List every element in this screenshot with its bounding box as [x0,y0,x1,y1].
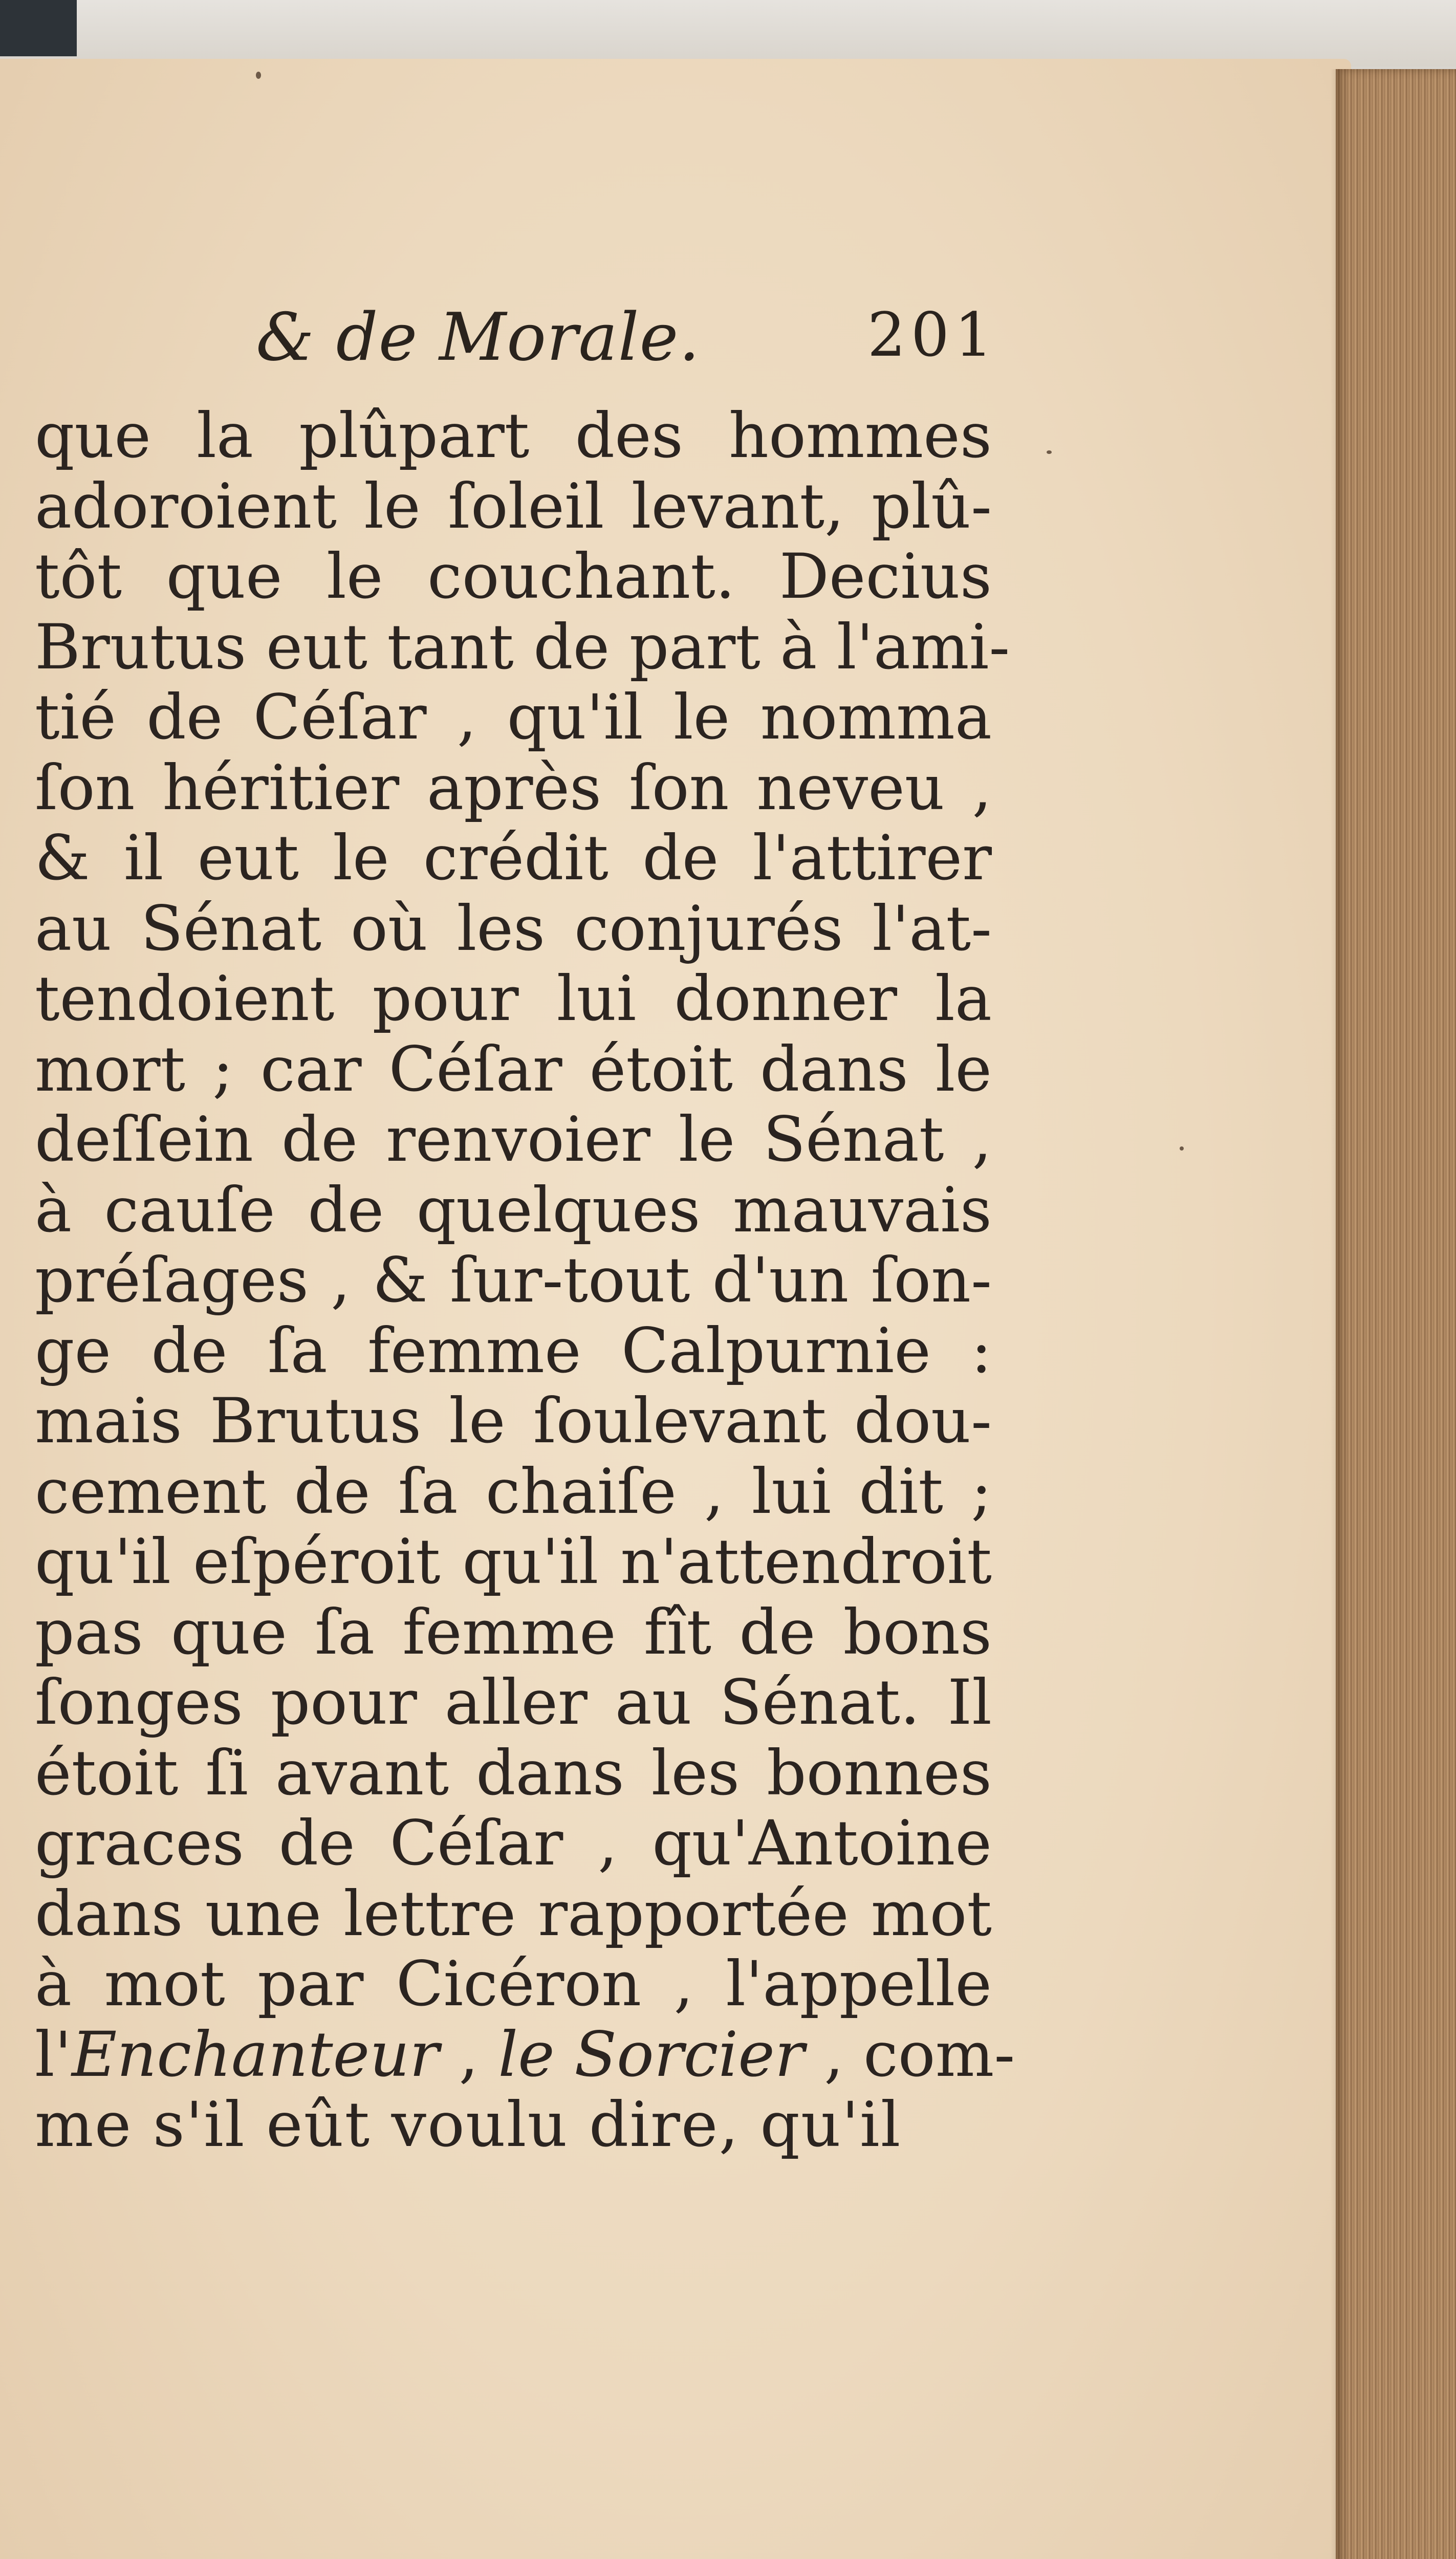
text-line: à mot par Cicéron , l'appelle [35,1948,992,2020]
text-line: mort ; car Céſar étoit dans le [35,1033,992,1105]
text-line: étoit ſi avant dans les bonnes [35,1737,992,1809]
text-line: cement de ſa chaiſe , lui dit ; [35,1455,992,1528]
italic-term-sorcier: le Sorcier [498,2018,805,2091]
paper-speck [1180,1146,1184,1151]
body-text [35,400,1015,2161]
paper-speck [1047,450,1052,454]
page-header [256,299,998,397]
text-line: graces de Céſar , qu'Antoine [35,1807,992,1879]
text-line: tendoient pour lui donner la [35,963,992,1035]
text-line: tié de Céſar , qu'il le nomma [35,681,992,753]
text-line: mais Brutus le ſoulevant dou- [35,1385,992,1457]
text-line-with-italics [35,2018,1015,2091]
text-line: ſonges pour aller au Sénat. Il [35,1666,992,1739]
text-line: Brutus eut tant de part à l'ami- [35,611,1010,683]
text-line: que la plûpart des hommes [35,400,992,472]
scan-background-top [0,0,1456,67]
text-line [35,2090,992,2160]
text-line: deſſein de renvoier le Sénat , [35,1103,992,1176]
text-fragment: , com- [804,2018,1015,2091]
text-fragment: l' [35,2018,72,2091]
paper-speck [256,72,261,79]
text-line: à cauſe de quelques mauvais [35,1174,992,1246]
page-number: 201 [867,299,998,370]
italic-term-enchanteur: Enchanteur [71,2018,439,2091]
text-line: qu'il eſpéroit qu'il n'attendroit [35,1526,992,1598]
scanner-corner-top [0,0,77,56]
text-line: pas que ſa femme fît de bons [35,1596,992,1668]
text-line: & il eut le crédit de l'attirer [35,822,992,894]
book-page [0,59,1351,2559]
text-line: ge de ſa femme Calpurnie : [35,1314,992,1387]
text-line: au Sénat où les conjurés l'at- [35,892,992,965]
text-line: préſages , & ſur-tout d'un ſon- [35,1244,992,1316]
running-title: & de Morale. [256,299,700,376]
text-line: tôt que le couchant. Decius [35,540,992,613]
text-fragment: me s'il eût voulu dire, qu'il [35,2089,902,2161]
page-block-edge [1336,69,1456,2559]
text-fragment: , [439,2018,498,2091]
text-line: dans une lettre rapportée mot [35,1877,992,1950]
text-line: adoroient le ſoleil levant, plû- [35,470,992,543]
text-line: ſon héritier après ſon neveu , [35,751,992,824]
